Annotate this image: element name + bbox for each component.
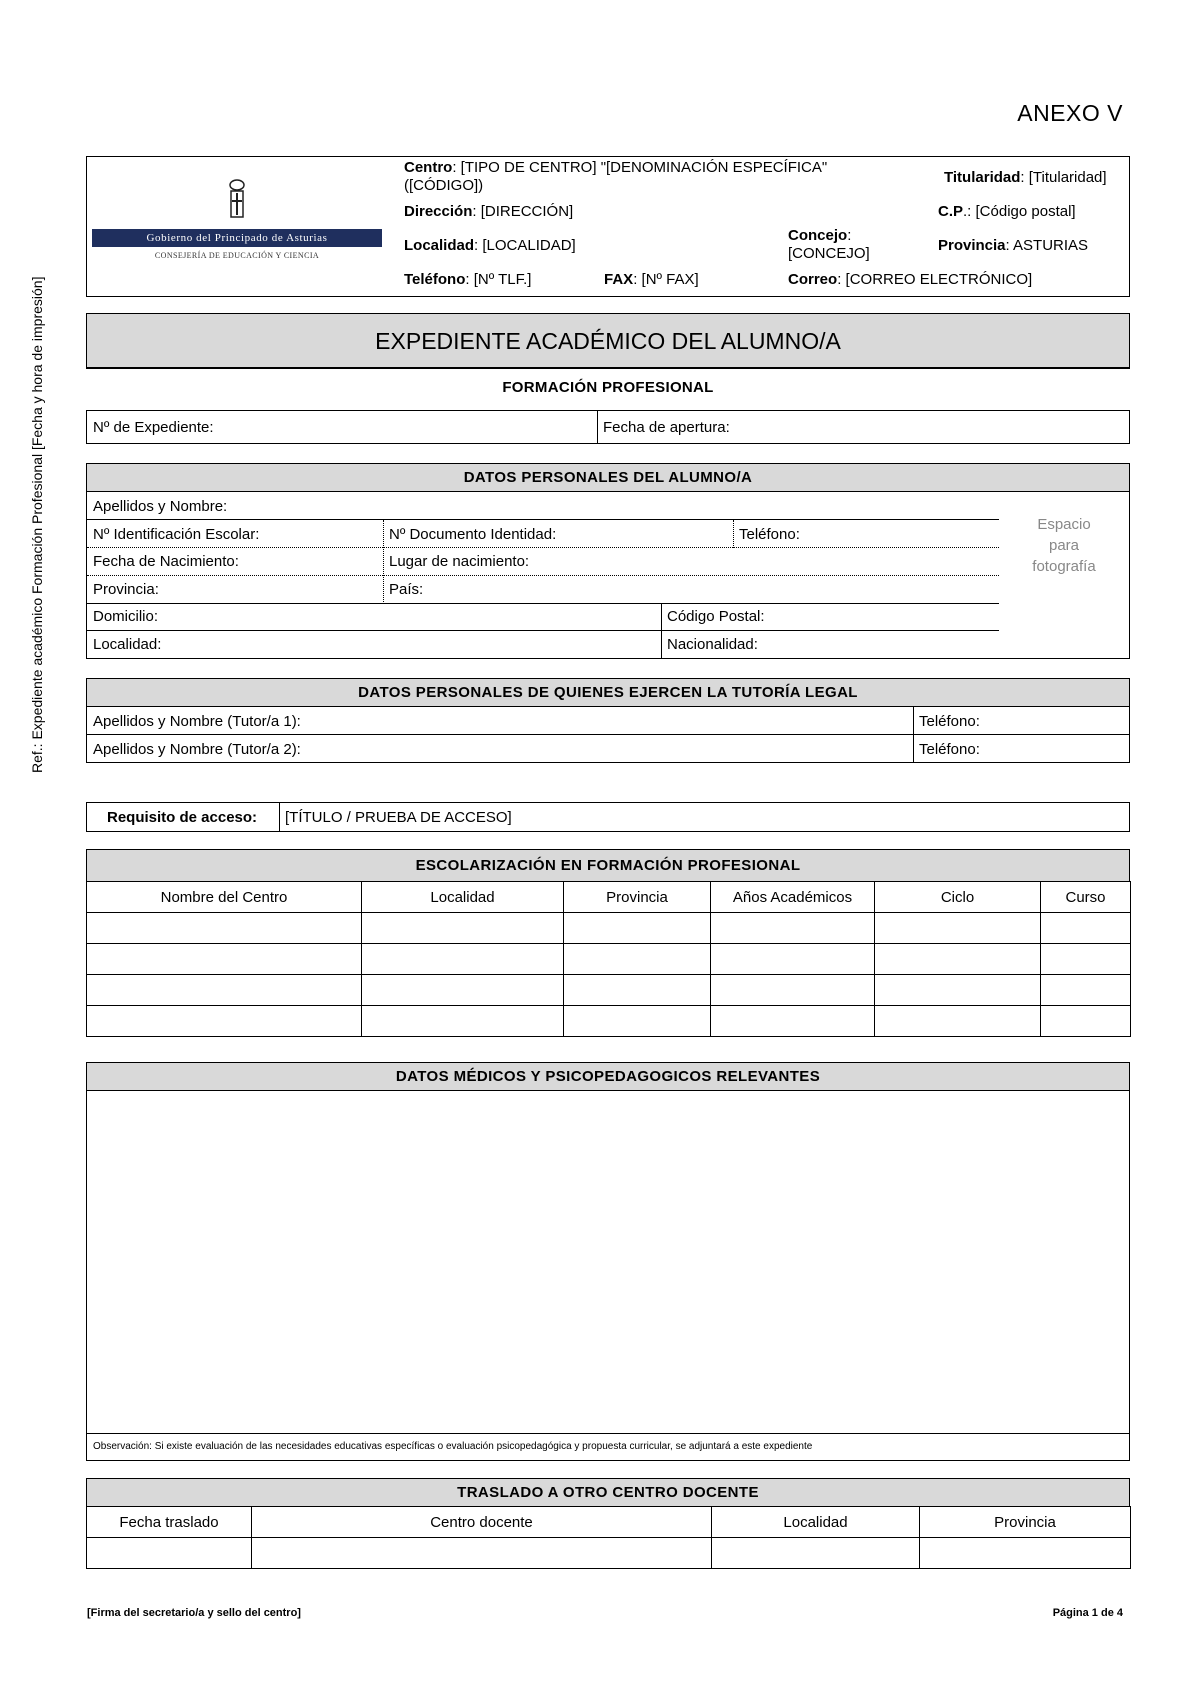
tutor1-phone-field[interactable]: Teléfono: (919, 713, 980, 730)
table-row[interactable] (87, 913, 1131, 944)
fax-field: FAX: [Nº FAX] (604, 271, 699, 288)
table-row[interactable] (87, 1538, 1131, 1569)
expediente-number-field[interactable]: Nº de Expediente: (93, 419, 214, 436)
side-reference: Ref.: Expediente académico Formación Profesional [Fecha y hora de impresión] (29, 276, 45, 773)
government-logo (92, 179, 382, 279)
provincia-field: Provincia: ASTURIAS (938, 237, 1089, 254)
table-cell[interactable] (87, 1006, 362, 1037)
transfer-header-row (87, 1507, 1131, 1538)
tutor2-phone-field[interactable]: Teléfono: (919, 741, 980, 758)
concejo-field: Concejo: [CONCEJO] (788, 227, 870, 262)
photo-placeholder: Espacio para fotografía (1032, 516, 1096, 575)
postal-code-field[interactable]: Código Postal: (667, 608, 765, 625)
opening-date-field[interactable]: Fecha de apertura: (603, 419, 730, 436)
table-cell[interactable] (362, 913, 564, 944)
student-name-field[interactable]: Apellidos y Nombre: (93, 498, 228, 515)
logo-government-text: Gobierno del Principado de Asturias (92, 229, 382, 247)
personal-data-title: DATOS PERSONALES DEL ALUMNO/A (87, 464, 1129, 492)
table-cell[interactable] (875, 944, 1041, 975)
table-cell[interactable] (362, 1006, 564, 1037)
col-header-locality: Localidad (362, 882, 564, 913)
page-title: EXPEDIENTE ACADÉMICO DEL ALUMNO/A (86, 313, 1130, 369)
student-phone-field[interactable]: Teléfono: (739, 526, 800, 543)
col-header-course: Curso (1041, 882, 1131, 913)
col-header-academic-years: Años Académicos (711, 882, 875, 913)
access-requirement-value[interactable]: [TÍTULO / PRUEBA DE ACCESO] (285, 809, 512, 826)
logo-ministry-text: CONSEJERÍA DE EDUCACIÓN Y CIENCIA (154, 251, 320, 260)
table-cell[interactable] (1041, 913, 1131, 944)
table-cell[interactable] (564, 1006, 711, 1037)
page-subtitle: FORMACIÓN PROFESIONAL (502, 379, 714, 396)
medical-notes-area[interactable] (87, 1091, 1129, 1431)
legal-guardians-section (86, 678, 1130, 763)
table-cell[interactable] (1041, 1006, 1131, 1037)
medical-data-section (86, 1062, 1130, 1461)
telefono-field: Teléfono: [Nº TLF.] (404, 271, 532, 288)
id-document-field[interactable]: Nº Documento Identidad: (389, 526, 557, 543)
col-header-transfer-date: Fecha traslado (87, 1507, 252, 1538)
country-field[interactable]: País: (389, 581, 424, 598)
table-cell[interactable] (711, 975, 875, 1006)
cp-field: C.P.: [Código postal] (938, 203, 1076, 220)
table-cell[interactable] (564, 975, 711, 1006)
col-header-transfer-locality: Localidad (712, 1507, 920, 1538)
guardians-title: DATOS PERSONALES DE QUIENES EJERCEN LA TUTORÍA LEGAL (87, 679, 1129, 707)
table-cell[interactable] (875, 913, 1041, 944)
access-requirement-label: Requisito de acceso: (107, 809, 258, 826)
col-header-school: Centro docente (252, 1507, 712, 1538)
asturias-crest-icon (227, 179, 247, 221)
table-cell[interactable] (711, 913, 875, 944)
annex-label: ANEXO V (1017, 100, 1123, 126)
col-header-transfer-province: Provincia (920, 1507, 1131, 1538)
province-field[interactable]: Provincia: (93, 581, 159, 598)
table-cell[interactable] (711, 1006, 875, 1037)
correo-field: Correo: [CORREO ELECTRÓNICO] (788, 271, 1033, 288)
personal-data-section (86, 463, 1130, 659)
titularidad-field: Titularidad: [Titularidad] (944, 169, 1107, 186)
schooling-table (86, 881, 1131, 1037)
table-cell[interactable] (564, 944, 711, 975)
transfer-title: TRASLADO A OTRO CENTRO DOCENTE (86, 1478, 1130, 1507)
table-cell[interactable] (87, 1538, 252, 1569)
schooling-header-row (87, 882, 1131, 913)
centro-field: Centro: [TIPO DE CENTRO] "[DENOMINACIÓN ESPECÍFICA" ([CÓDIGO]) (404, 159, 828, 194)
tutor2-name-field[interactable]: Apellidos y Nombre (Tutor/a 2): (93, 741, 301, 758)
birthplace-field[interactable]: Lugar de nacimiento: (389, 553, 530, 570)
table-cell[interactable] (1041, 944, 1131, 975)
page-number: Página 1 de 4 (1052, 1607, 1123, 1619)
birth-date-field[interactable]: Fecha de Nacimiento: (93, 553, 239, 570)
signature-note: [Firma del secretario/a y sello del centro] (87, 1607, 301, 1619)
transfer-table (86, 1506, 1131, 1569)
col-header-province: Provincia (564, 882, 711, 913)
table-cell[interactable] (87, 944, 362, 975)
medical-data-title: DATOS MÉDICOS Y PSICOPEDAGOGICOS RELEVANTES (87, 1063, 1129, 1091)
table-cell[interactable] (875, 1006, 1041, 1037)
table-cell[interactable] (252, 1538, 712, 1569)
center-header (86, 156, 1130, 297)
table-cell[interactable] (87, 975, 362, 1006)
school-id-field[interactable]: Nº Identificación Escolar: (93, 526, 260, 543)
nationality-field[interactable]: Nacionalidad: (667, 636, 758, 653)
table-cell[interactable] (1041, 975, 1131, 1006)
table-cell[interactable] (712, 1538, 920, 1569)
localidad-field: Localidad: [LOCALIDAD] (404, 237, 576, 254)
direccion-field: Dirección: [DIRECCIÓN] (404, 203, 574, 220)
table-row[interactable] (87, 1006, 1131, 1037)
col-header-cycle: Ciclo (875, 882, 1041, 913)
table-cell[interactable] (920, 1538, 1131, 1569)
table-cell[interactable] (362, 944, 564, 975)
medical-observation-note: Observación: Si existe evaluación de las necesidades educativas específicas o evaluación psicopedagógica y propuesta curricular, se adjuntará a este expediente (93, 1441, 813, 1452)
table-cell[interactable] (87, 913, 362, 944)
access-requirement-row (86, 802, 1130, 832)
col-header-center-name: Nombre del Centro (87, 882, 362, 913)
table-row[interactable] (87, 944, 1131, 975)
expediente-row (86, 410, 1130, 444)
table-cell[interactable] (362, 975, 564, 1006)
table-cell[interactable] (564, 913, 711, 944)
locality-field[interactable]: Localidad: (93, 636, 162, 653)
schooling-title: ESCOLARIZACIÓN EN FORMACIÓN PROFESIONAL (86, 849, 1130, 882)
table-row[interactable] (87, 975, 1131, 1006)
table-cell[interactable] (875, 975, 1041, 1006)
table-cell[interactable] (711, 944, 875, 975)
address-field[interactable]: Domicilio: (93, 608, 159, 625)
tutor1-name-field[interactable]: Apellidos y Nombre (Tutor/a 1): (93, 713, 301, 730)
